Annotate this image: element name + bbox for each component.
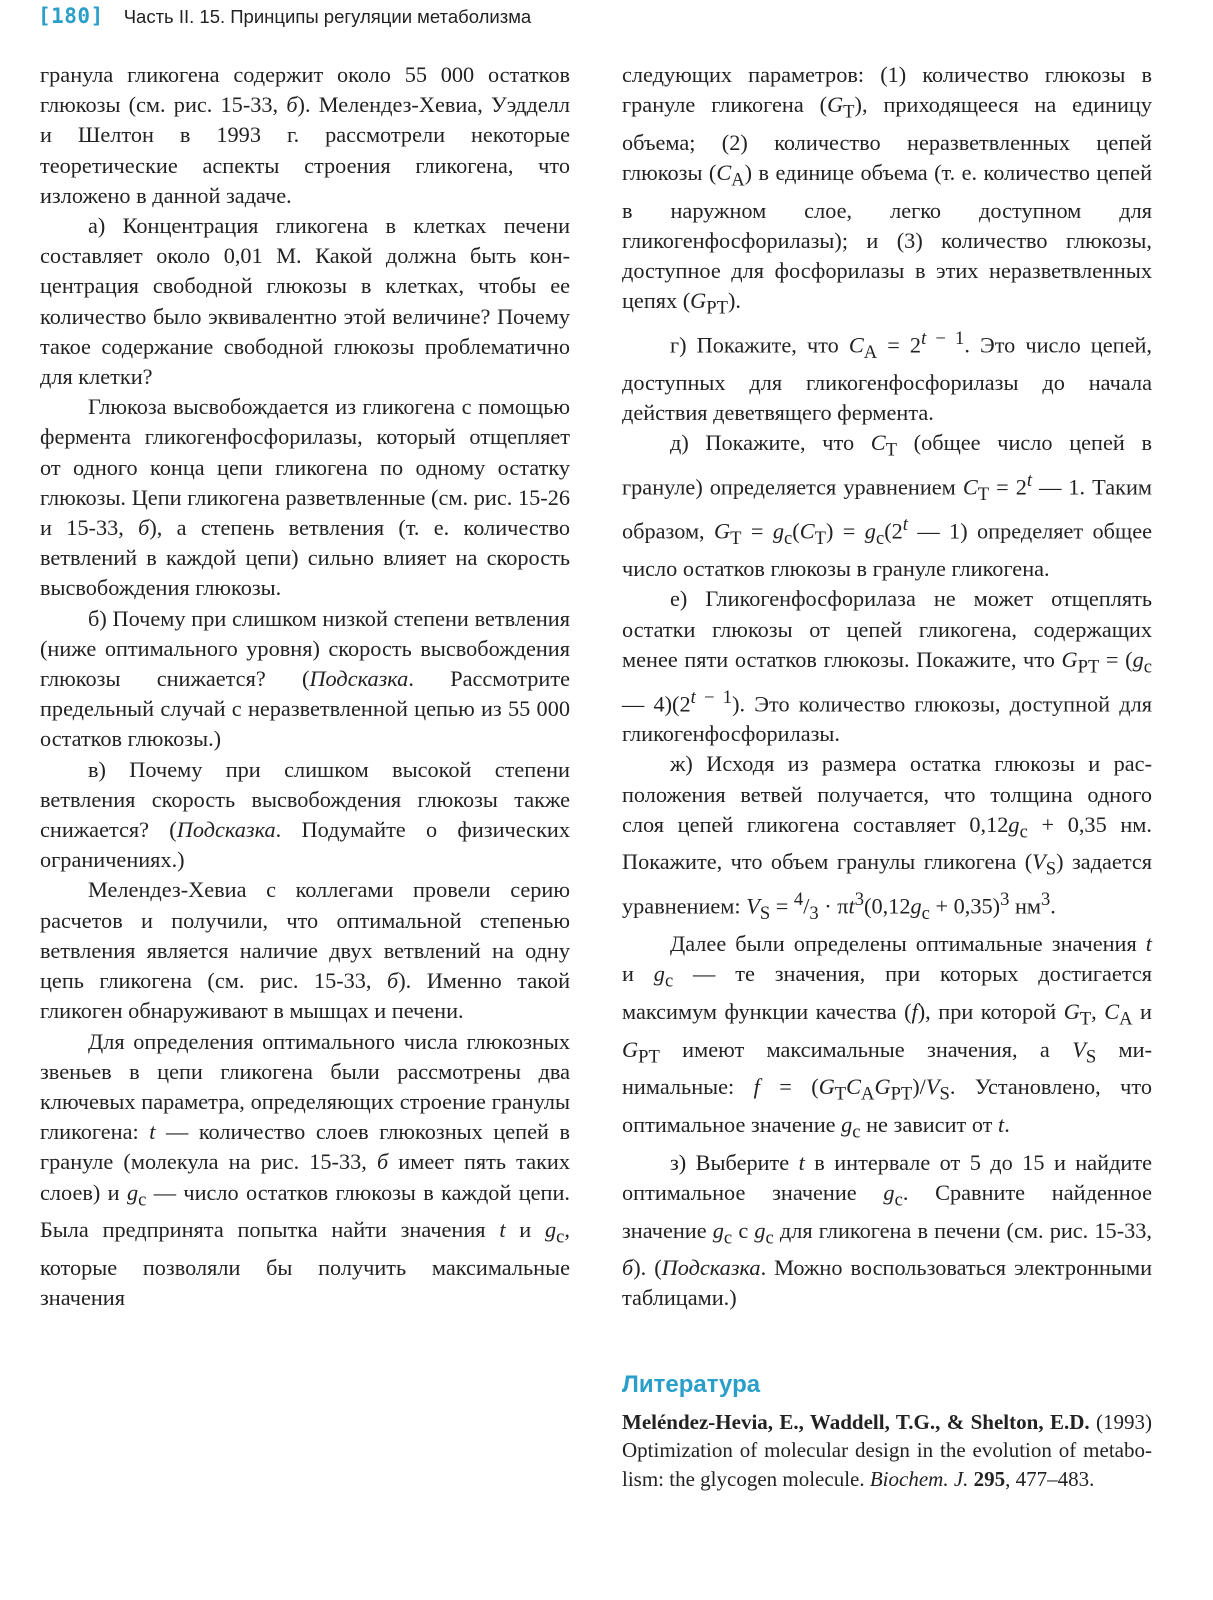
left-paragraph: б) Почему при слишком низкой степени ветвления (ниже оптимального уровня) скорость высвобождения глюкозы снижается? (Подсказка. Рассмотрите предельный случай с неразветвленной цепью из 55 000 остатков глюкозы.) [40, 605, 570, 752]
right-paragraph: Далее были определены оптимальные значения t и $g_c$ — те значения, при которых достигается максимум функции качества (f), при которой $G_T$, $C_A$ и $G_{PT}$ имеют максимальные значения, а $V_S$ минимальные: $f = (G_TC_AG_{PT})/V_S$. Установлено, что оптимальное значение $g_c$ не зависит от t. [622, 931, 1152, 1143]
right-paragraph: з) Выберите t в интервале от 5 до 15 и найдите оптимальное значение $g_c$. Сравните найденное значение $g_c$ с $g_c$ для гликогена в печени (см. рис. 15-33, б). (Подсказка. Можно воспользоваться электронными таблицами.) [622, 1149, 1152, 1311]
left-paragraph: Глюкоза высвобождается из гликогена с помощью фермента гликогенфосфорилазы, который отщепляет от одного конца цепи гликогена по одному остатку глюкозы. Цепи гликогена разветвленные (см. рис. 15-26 и 15-33, б), а степень ветвления (т. е. количество ветвлений в каждой цепи) сильно влияет на скорость высвобождения глюкозы. [40, 394, 570, 601]
right-column [622, 60, 1152, 1493]
right-paragraph: ж) Исходя из размера остатка глюкозы и расположения ветвей получается, что толщина одного слоя цепей гликогена составляет $0,12g_c + 0,35$ нм. Покажите, что объем гранулы гликогена $(V_S)$ задается уравнением: $V_S = ^4/_3 \cdot \pi t^3(0,12g_c + 0,35)^3$ $нм^3$. [622, 751, 1152, 924]
references-heading: Литература [622, 1370, 761, 1398]
left-column [40, 60, 570, 1313]
right-paragraph: е) Гликогенфосфорилаза не может отщеплять остатки глюкозы от цепей гликогена, содержащих менее пяти остатков глюкозы. Покажите, что $G_{PT} = (g_c$ — $4)(2^{t - 1})$. Это количество глюкозы, доступной для гликогенфосфорилазы. [622, 586, 1152, 747]
running-header [38, 4, 531, 36]
page-number: [180] [38, 4, 104, 28]
left-paragraph: в) Почему при слишком высокой степени ветвления скорость высвобождения глюкозы также снижается? (Подсказка. Подумайте о физических ограничениях.) [40, 756, 570, 873]
left-paragraph: гранула гликогена содержит около 55 000 остатков глюкозы (см. рис. 15-33, б). Мелендез-Хевиа, Уэдделл и Шелтон в 1993 г. рассмотрели некоторые теоретические аспекты строения гликогена, что изложено в данной задаче. [40, 62, 570, 208]
left-paragraph: а) Концентрация гликогена в клетках печени составляет около 0,01 М. Какой должна быть концентрация свободной глюкозы в клетках, чтобы ее количество было эквивалентно этой величине? Почему такое содержание свободной глюкозы проблематично для клетки? [40, 213, 570, 390]
reference-entry: Meléndez-Hevia, E., Waddell, T.G., & Shelton, E.D. (1993) Optimization of molecular design in the evolution of metabolism: the glycogen molecule. Biochem. J. 295, 477–483. [622, 1409, 1152, 1491]
left-paragraph: Мелендез-Хевиа с коллегами провели серию расчетов и получили, что оптимальной степенью ветвления является наличие двух ветвлений на одну цепь гликогена (см. рис. 15-33, б). Именно такой гликоген обнаруживают в мышцах и печени. [40, 877, 570, 1024]
running-head-title: Часть II. 15. Принципы регуляции метаболизма [123, 6, 532, 27]
right-column-body [622, 60, 1152, 1314]
right-paragraph: следующих параметров: (1) количество глюкозы в грануле гликогена $(G_T)$, приходящееся на единицу объема; (2) количество неразветвленных цепей глюкозы $(C_A)$ в единице объема (т. е. количество цепей в наружном слое, легко доступном для гликогенфосфорилазы); и (3) количество глюкозы, доступное для фосфорилазы в этих неразветвленных цепях $(G_{PT})$. [622, 62, 1152, 319]
right-paragraph: д) Покажите, что $C_T$ (общее число цепей в грануле) определяется уравнением $C_T = 2^t$ — 1. Таким образом, $G_T = g_c(C_T) = g_c(2^t$ — 1) определяет общее число остатков глюкозы в грануле гликогена. [622, 430, 1153, 582]
right-paragraph: г) Покажите, что $C_A = 2^{t - 1}$. Это число цепей, доступных для гликогенфосфорилазы до начала действия деветвящего фермента. [622, 327, 1152, 426]
left-paragraph: Для определения оптимального числа глюкозных звеньев в цепи гликогена были рассмотрены два ключевых параметра, определяющих строение гранулы гликогена: t — количество слоев глюкозных цепей в грануле (молекула на рис. 15-33, б имеет пять таких слоев) и $g_c$ — число остатков глюкозы в каждой цепи. Была предпринята попытка найти значения t и $g_c$, которые позволяли бы получить максимальные значения [40, 1028, 570, 1311]
